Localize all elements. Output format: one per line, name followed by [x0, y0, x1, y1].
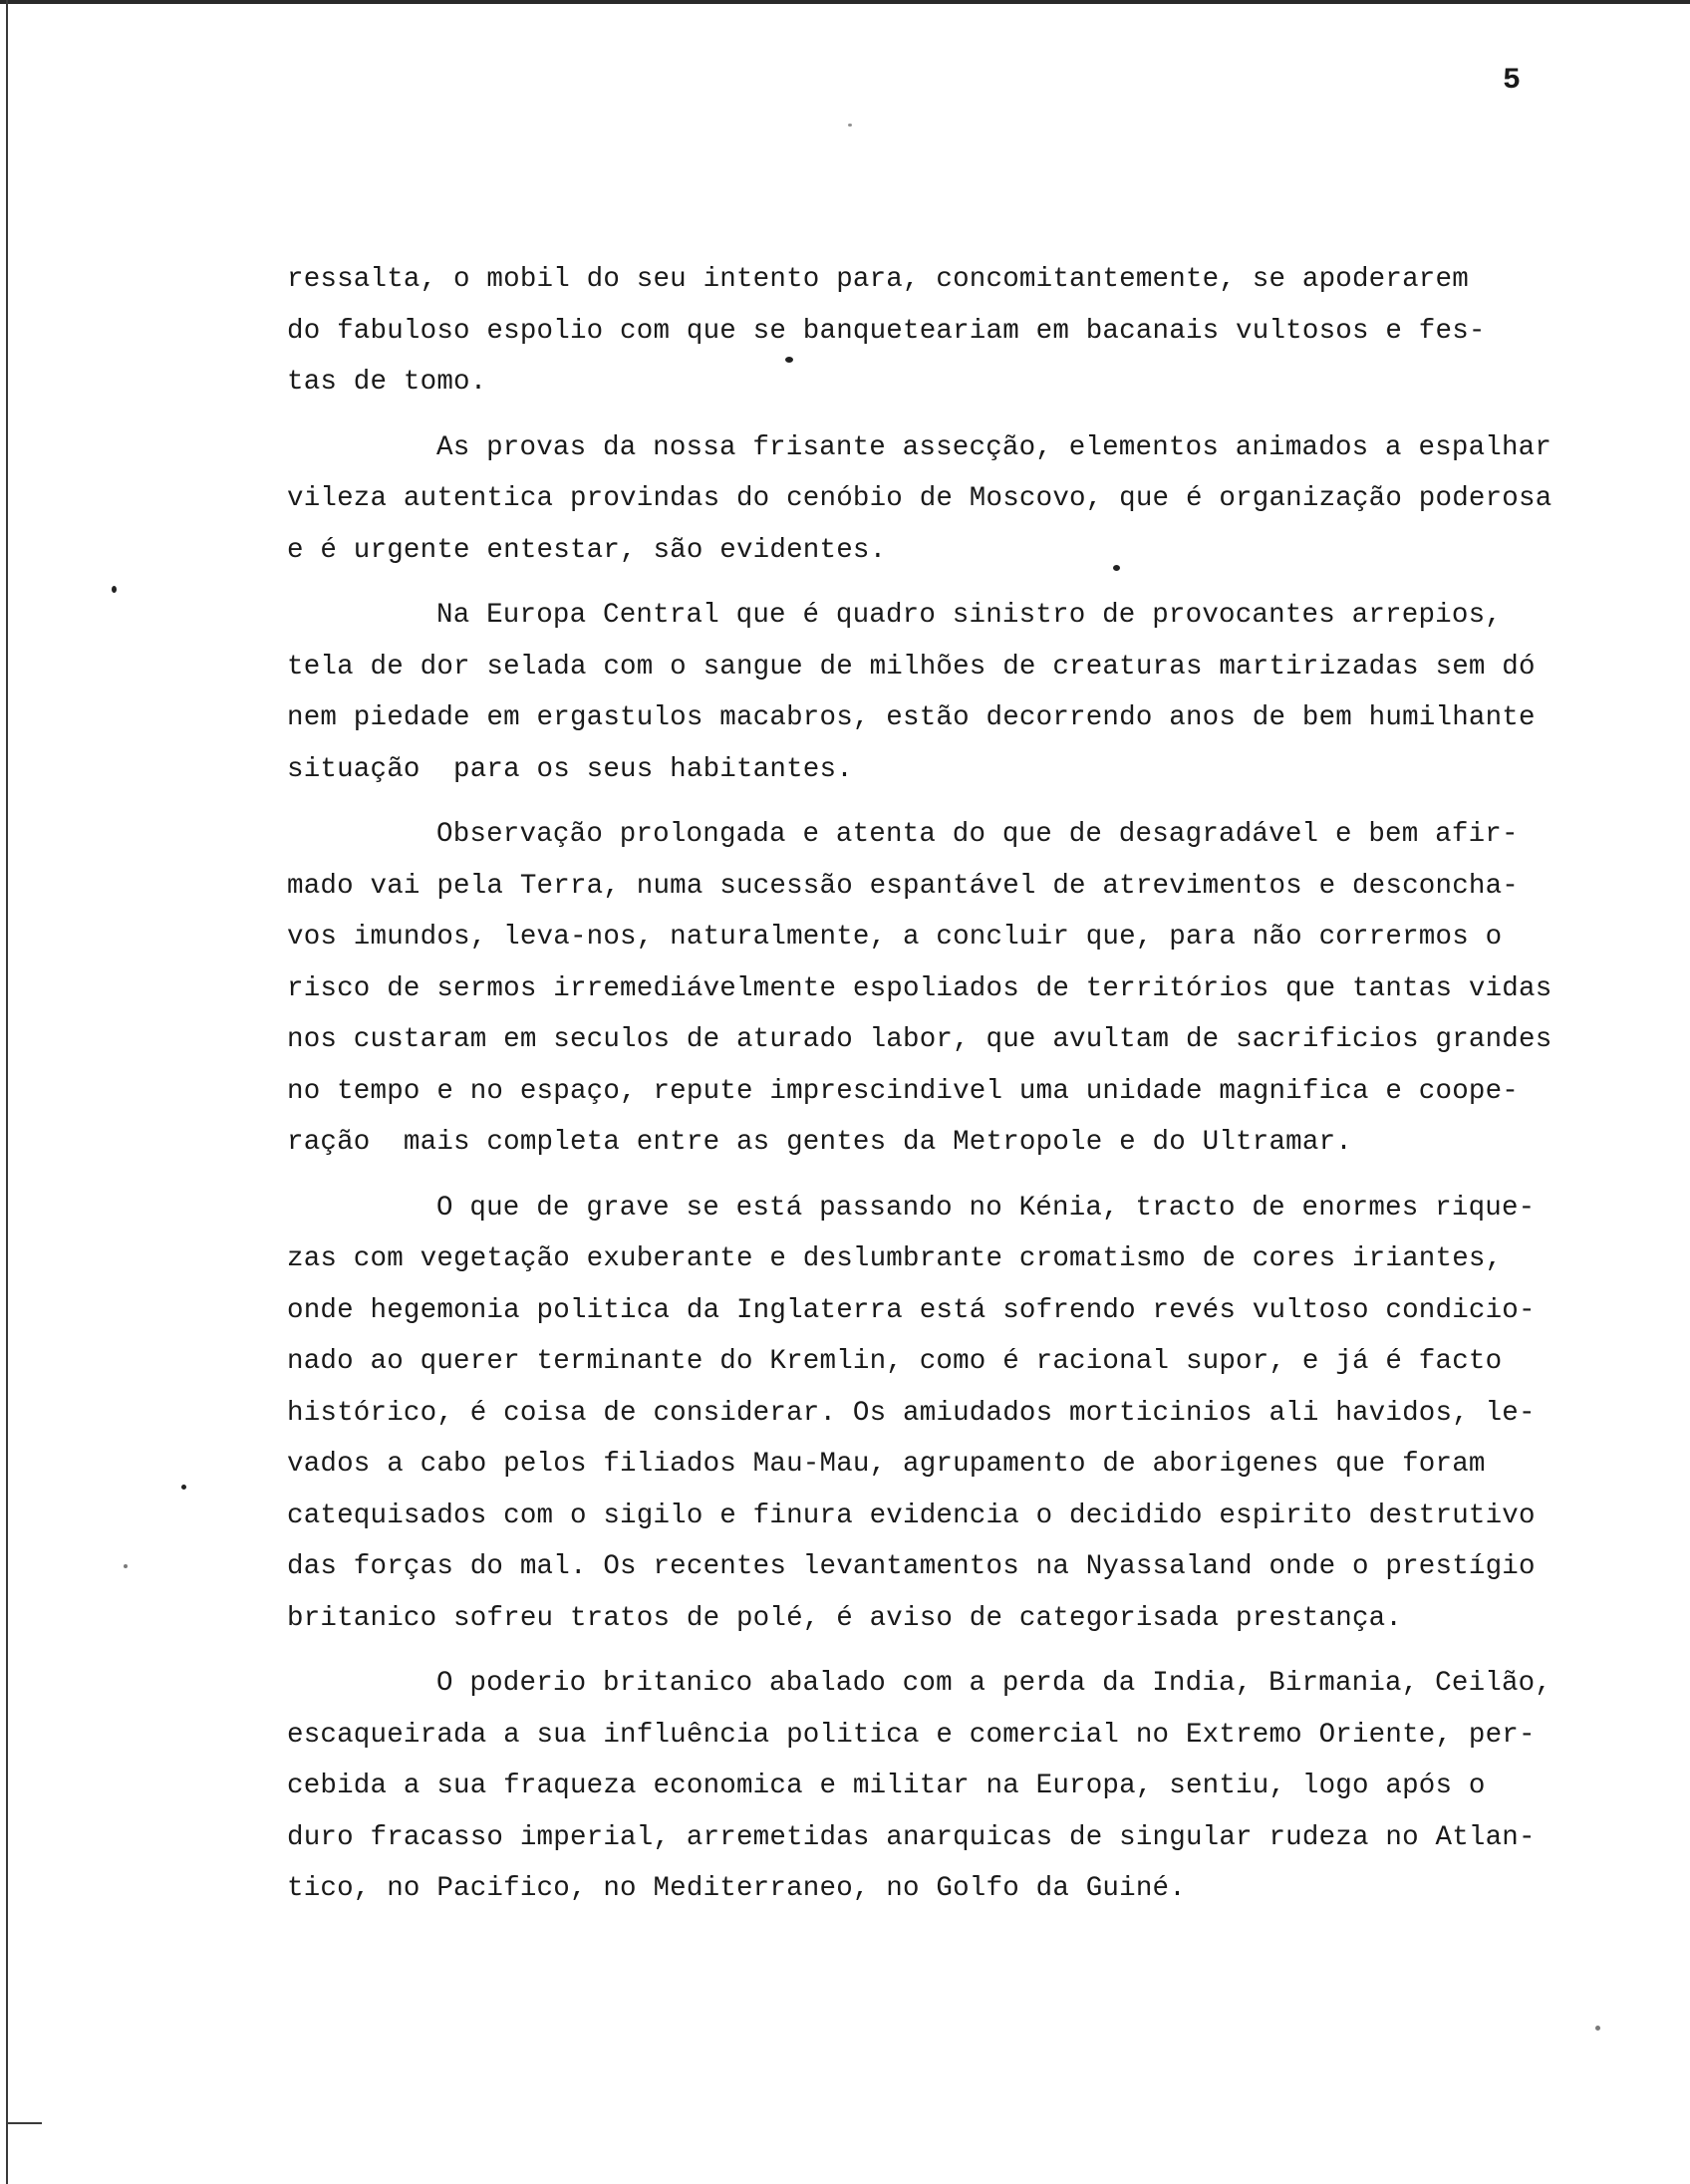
page-top-edge: [0, 0, 1690, 4]
text-line: tela de dor selada com o sangue de milhões de creaturas martirizadas sem dó: [287, 651, 1536, 682]
text-line: tico, no Pacifico, no Mediterraneo, no Golfo da Guiné.: [287, 1873, 1186, 1904]
text-line: vileza autentica provindas do cenóbio de Moscovo, que é organização poderosa: [287, 483, 1552, 514]
text-line: vados a cabo pelos filiados Mau-Mau, agrupamento de aborigenes que foram: [287, 1449, 1486, 1480]
ink-speck: [181, 1485, 186, 1490]
document-body: [287, 254, 1552, 1915]
text-line: Observação prolongada e atenta do que de desagradável e bem afir-: [436, 819, 1519, 850]
text-line: ressalta, o mobil do seu intento para, concomitantemente, se apoderarem: [287, 264, 1469, 295]
text-line: ração mais completa entre as gentes da Metropole e do Ultramar.: [287, 1127, 1352, 1158]
ink-speck: [1595, 2026, 1600, 2031]
text-line: cebida a sua fraqueza economica e militar na Europa, sentiu, logo após o: [287, 1771, 1486, 1801]
text-line: Na Europa Central que é quadro sinistro de provocantes arrepios,: [436, 600, 1502, 631]
text-line: catequisados com o sigilo e finura evidencia o decidido espirito destrutivo: [287, 1500, 1536, 1531]
ink-speck: [124, 1564, 128, 1568]
ink-speck: [848, 124, 852, 127]
text-line: nem piedade em ergastulos macabros, estão decorrendo anos de bem humilhante: [287, 702, 1536, 733]
text-line: mado vai pela Terra, numa sucessão espantável de atrevimentos e desconcha-: [287, 870, 1519, 902]
text-line: duro fracasso imperial, arremetidas anarquicas de singular rudeza no Atlan-: [287, 1821, 1536, 1853]
text-line: no tempo e no espaço, repute imprescindivel uma unidade magnifica e coope-: [287, 1075, 1519, 1107]
text-line: O que de grave se está passando no Kénia, tracto de enormes rique-: [436, 1192, 1536, 1224]
text-line: vos imundos, leva-nos, naturalmente, a concluir que, para não corrermos o: [287, 922, 1503, 953]
page-edge-mark: [8, 2122, 42, 2124]
text-line: zas com vegetação exuberante e deslumbrante cromatismo de cores iriantes,: [287, 1243, 1503, 1274]
text-line: do fabuloso espolio com que se banqueteariam em bacanais vultosos e fes-: [287, 315, 1486, 347]
text-line: tas de tomo.: [287, 367, 487, 398]
text-line: das forças do mal. Os recentes levantamentos na Nyassaland onde o prestígio: [287, 1551, 1536, 1582]
page-left-edge: [6, 0, 8, 2184]
text-line: escaqueirada a sua influência politica e comercial no Extremo Oriente, per-: [287, 1719, 1536, 1751]
text-line: risco de sermos irremediávelmente espoliados de territórios que tantas vidas: [287, 972, 1552, 1004]
text-line: nos custaram em seculos de aturado labor, que avultam de sacrificios grandes: [287, 1024, 1552, 1055]
text-line: As provas da nossa frisante assecção, elementos animados a espalhar: [436, 431, 1552, 463]
text-line: e é urgente entestar, são evidentes.: [287, 534, 887, 566]
text-line: britanico sofreu tratos de polé, é aviso de categorisada prestança.: [287, 1602, 1403, 1634]
bottom-scan-dots: [239, 2132, 1465, 2134]
text-line: onde hegemonia politica da Inglaterra está sofrendo revés vultoso condicio-: [287, 1294, 1536, 1326]
page-number: 5: [1503, 64, 1522, 98]
text-line: histórico, é coisa de considerar. Os amiudados morticinios ali havidos, le-: [287, 1397, 1536, 1429]
ink-speck: [112, 586, 117, 593]
text-line: nado ao querer terminante do Kremlin, como é racional supor, e já é facto: [287, 1346, 1503, 1377]
text-line: situação para os seus habitantes.: [287, 753, 853, 785]
text-line: O poderio britanico abalado com a perda da India, Birmania, Ceilão,: [436, 1668, 1552, 1699]
